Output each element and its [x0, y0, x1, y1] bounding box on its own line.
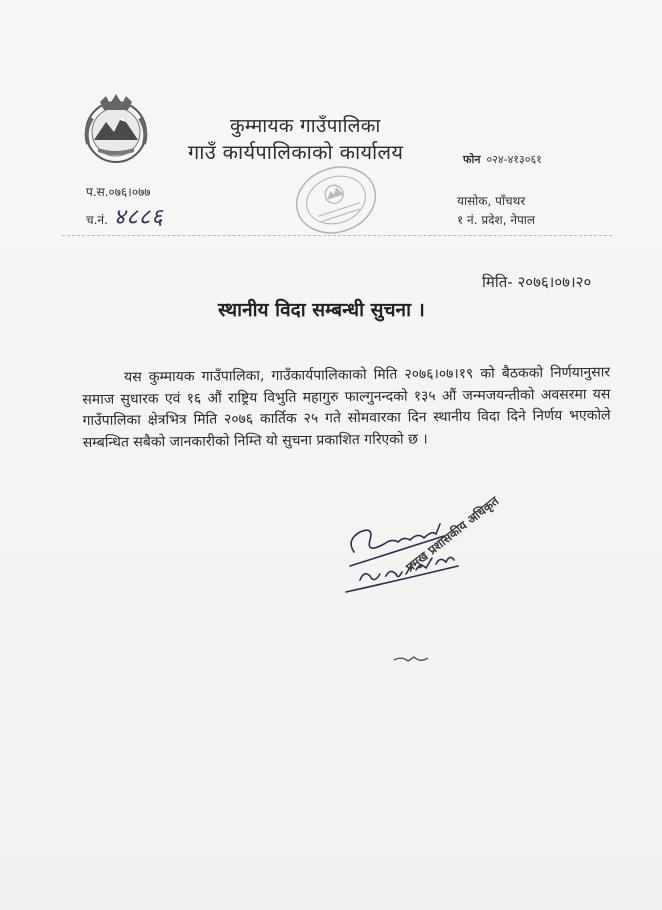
letter-date: मिति- २०७६।०७।२० [482, 273, 592, 291]
dispatch-number [86, 201, 164, 231]
office-seal-stamp-icon [286, 160, 386, 240]
letter-subject: स्थानीय विदा सम्बन्धी सुचना । [218, 299, 425, 321]
reference-number: प.स.०७६।०७७ [86, 185, 151, 199]
letter-body: यस कुम्मायक गाउँपालिका, गाउँकार्यपालिकाको मिति २०७६।०७।१९ को बैठकको निर्णयानुसार समाज सुधारक एवं १६ औं राष्ट्रिय विभुति महागुरु फाल्गुनन्दको १३५ औं जन्मजयन्तीको अवसरमा यस गाउँपालिका क्षेत्रभित्र मिति २०७६ कार्तिक २५ गते सोमवारका दिन स्थानीय विदा दिने निर्णय भएकोले सम्बन्धित सबैको जानकारीको निम्ति यो सुचना प्रकाशित गरिएको छ । [82, 364, 611, 451]
dispatch-label: च.नं. [86, 213, 108, 227]
header-divider [62, 235, 612, 236]
government-emblem-icon [80, 92, 152, 168]
dispatch-value: ४८८६ [113, 205, 164, 230]
ink-mark-icon [392, 652, 432, 666]
signatory-title: प्रमुख प्रशासकीय अधिकृत [403, 493, 502, 575]
phone-label: फोन [463, 153, 481, 166]
phone-number: ०२४-४१३०६१ [486, 153, 542, 166]
org-name: कुम्मायक गाउँपालिका [230, 115, 381, 137]
office-name: गाउँ कार्यपालिकाको कार्यालय [188, 140, 404, 164]
phone-line [463, 152, 542, 167]
address-line-1: यासोक, पाँचथर [457, 194, 526, 208]
address-line-2: १ नं. प्रदेश, नेपाल [457, 213, 536, 227]
